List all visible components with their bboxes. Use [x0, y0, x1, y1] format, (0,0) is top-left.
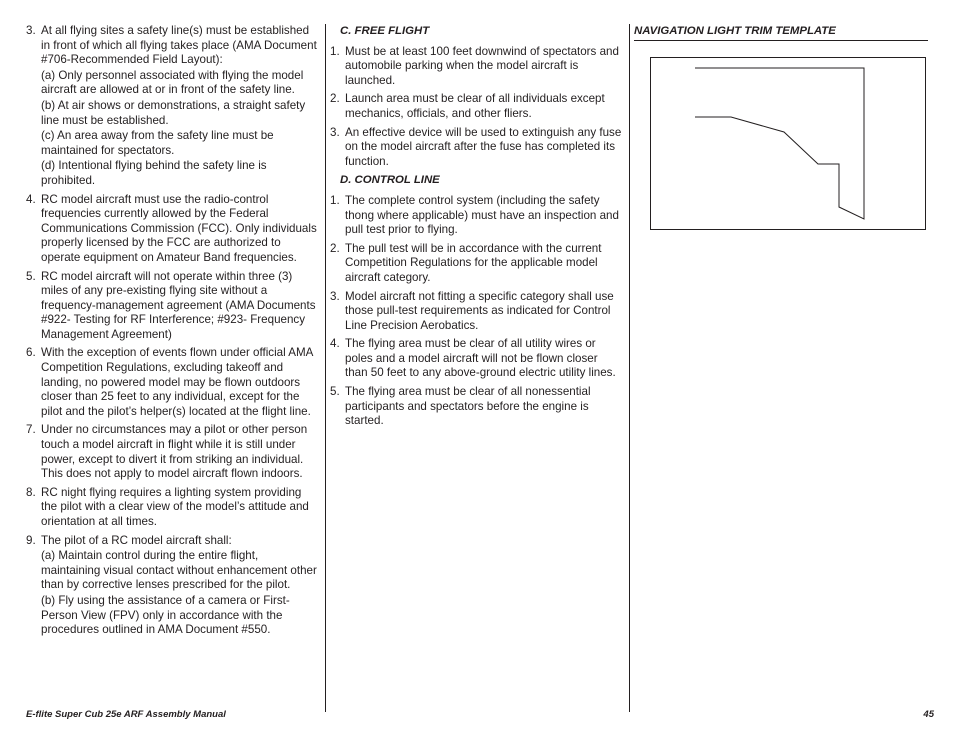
item-text: An effective device will be used to extinguish any fuse on the model aircraft after the fuse has completed its function.	[345, 125, 622, 168]
item-text: The pull test will be in accordance with the current Competition Regulations for the applicable model aircraft category.	[345, 241, 602, 284]
free-flight-list	[330, 45, 622, 170]
item-number: 7.	[26, 423, 36, 437]
column-middle	[330, 24, 622, 433]
template-outline	[695, 68, 864, 219]
list-item	[26, 423, 320, 481]
sub-item: (b) At air shows or demonstrations, a straight safety line must be established.	[41, 98, 306, 127]
column-divider	[325, 24, 326, 712]
item-number: 4.	[26, 192, 36, 206]
section-heading-free-flight: C. FREE FLIGHT	[340, 25, 430, 37]
item-number: 2.	[330, 92, 340, 106]
list-item	[330, 337, 622, 381]
item-number: 8.	[26, 485, 36, 499]
item-text: RC model aircraft must use the radio-control frequencies currently allowed by the Federal Communications Commission (FCC). Only individuals properly licensed by the FCC are authorized to operate equipment on Amateur Band frequencies.	[41, 192, 317, 264]
item-number: 4.	[330, 337, 340, 351]
item-text: With the exception of events flown under official AMA Competition Regulations, excluding takeoff and landing, no powered model may be flown outdoors closer than 25 feet to any individual, except for the pilot and the pilot’s helper(s) located at the flight line.	[41, 346, 313, 418]
list-item	[26, 24, 320, 189]
section-heading-control-line: D. CONTROL LINE	[340, 174, 440, 187]
list-item	[26, 534, 320, 638]
list-item	[330, 242, 622, 286]
sub-item: (c) An area away from the safety line must be maintained for spectators.	[41, 129, 274, 157]
list-item	[330, 45, 622, 89]
template-heading: NAVIGATION LIGHT TRIM TEMPLATE	[634, 24, 928, 41]
item-text: The flying area must be clear of all utility wires or poles and a model aircraft will not be flown closer than 50 feet to any above-ground electric utility lines.	[345, 337, 616, 380]
item-number: 3.	[330, 289, 340, 303]
page-number: 45	[923, 709, 934, 720]
trim-template-diagram	[650, 57, 926, 230]
footer-title: E-flite Super Cub 25e ARF Assembly Manual	[26, 709, 226, 720]
sub-item: (a) Maintain control during the entire flight, maintaining visual contact without enhancement other than by corrective lenses prescribed for the pilot.	[41, 549, 317, 592]
list-item	[330, 290, 622, 334]
item-text: Under no circumstances may a pilot or other person touch a model aircraft in flight while it is still under power, except to divert it from striking an individual. This does not apply to model aircraft flown indoors.	[41, 423, 308, 481]
control-line-list	[330, 194, 622, 429]
list-item	[26, 270, 320, 343]
item-text: The pilot of a RC model aircraft shall:	[41, 533, 232, 547]
item-text: Model aircraft not fitting a specific category shall use those pull-test requirements as indicated for Control Line Precision Aerobatics.	[345, 289, 614, 332]
item-text: RC night flying requires a lighting system providing the pilot with a clear view of the model’s attitude and orientation at all times.	[41, 485, 309, 528]
list-item	[330, 194, 622, 238]
item-number: 2.	[330, 241, 340, 255]
item-number: 1.	[330, 44, 340, 58]
sub-item: (b) Fly using the assistance of a camera or First-Person View (FPV) only in accordance with the procedures outlined in AMA Document #550.	[41, 593, 290, 637]
item-text: The complete control system (including the safety thong where applicable) must have an inspection and pull test prior to flying.	[345, 193, 619, 237]
item-number: 5.	[330, 385, 340, 399]
rules-list	[26, 24, 320, 638]
item-number: 6.	[26, 346, 36, 360]
list-item	[330, 92, 622, 121]
sub-item: (d) Intentional flying behind the safety line is prohibited.	[41, 159, 267, 187]
list-item	[26, 486, 320, 530]
list-item	[330, 385, 622, 429]
list-item	[26, 193, 320, 266]
item-number: 3.	[330, 125, 340, 139]
item-text: Launch area must be clear of all individuals except mechanics, officials, and other fliers.	[345, 92, 605, 120]
item-number: 1.	[330, 193, 340, 207]
template-frame	[651, 58, 926, 230]
item-number: 9.	[26, 533, 36, 547]
item-text: At all flying sites a safety line(s) must be established in front of which all flying takes place (AMA Document #706-Recommended Field Layout):	[41, 24, 317, 67]
item-text: Must be at least 100 feet downwind of spectators and automobile parking when the model aircraft is launched.	[345, 44, 619, 87]
list-item	[26, 346, 320, 419]
item-number: 3.	[26, 24, 36, 37]
column-left	[26, 24, 320, 642]
list-item	[330, 126, 622, 170]
column-divider	[629, 24, 630, 712]
item-text: The flying area must be clear of all nonessential participants and spectators before the engine is started.	[345, 385, 591, 428]
sub-item: (a) Only personnel associated with flying the model aircraft are allowed at or in front of the safety line.	[41, 68, 304, 97]
item-text: RC model aircraft will not operate within three (3) miles of any pre-existing flying site without a frequency-management agreement (AMA Documents #922- Testing for RF Interference; #923- Frequency Management Agreement)	[41, 269, 316, 341]
item-number: 5.	[26, 269, 36, 283]
column-right	[634, 24, 928, 41]
